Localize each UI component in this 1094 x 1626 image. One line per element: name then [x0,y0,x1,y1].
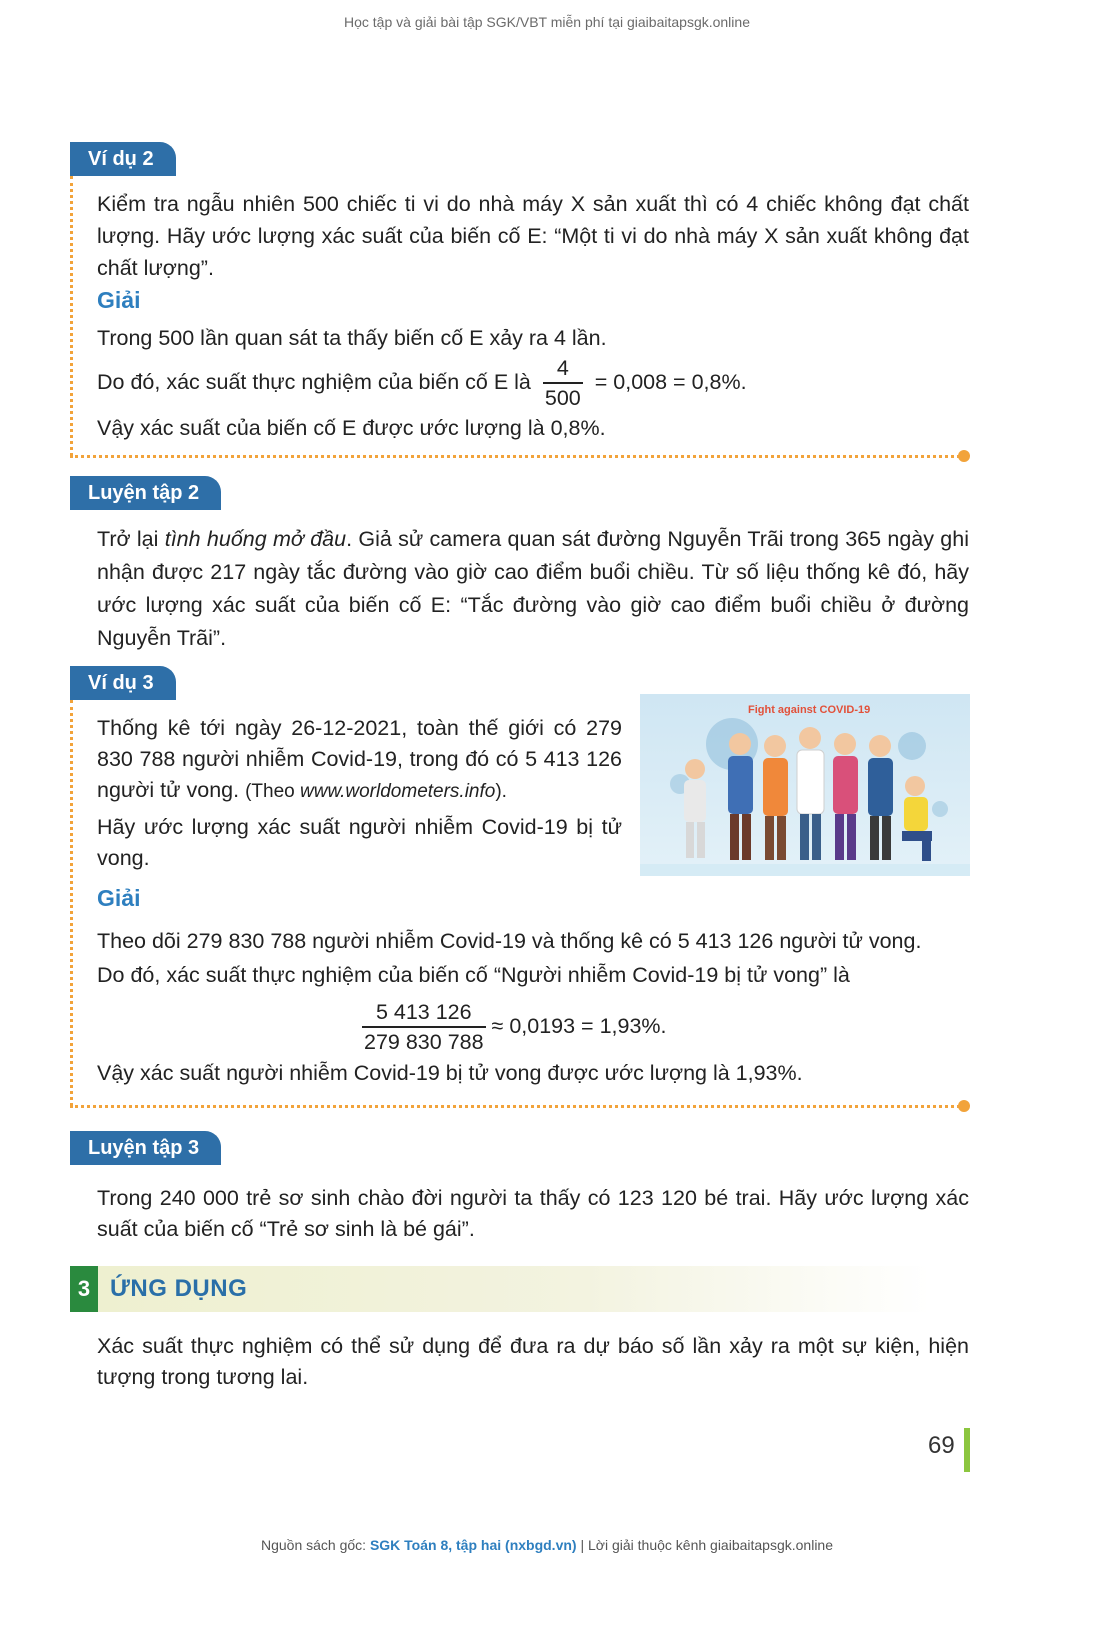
footer-prefix: Nguồn sách gốc: [260,1537,367,1553]
example-2-border-left [70,176,73,456]
example-3-border-bottom [70,1105,960,1108]
covid-illustration [640,694,970,876]
example-3-fraction-numerator: 5 413 126 [362,998,486,1028]
section-3-number: 3 [70,1266,98,1312]
practice-2-tag: Luyện tập 2 [70,476,221,510]
footer-source [0,1537,1094,1553]
example-3-fraction-suffix: ≈ 0,0193 = 1,93%. [491,1014,667,1038]
practice-2-italic: tình huống mở đầu [164,527,347,551]
section-3-title: ỨNG DỤNG [110,1275,248,1302]
example-3-border-left [70,700,73,1106]
page-number: 69 [928,1432,955,1459]
example-3-end-dot [958,1100,970,1112]
example-3-paragraph-2: Hãy ước lượng xác suất người nhiễm Covid-19 bị tử vong. [97,815,622,870]
practice-2-lead: Trở lại [97,527,159,551]
practice-2-rest: . Giả sử camera quan sát đường Nguyễn Trãi trong 365 ngày ghi nhận được 217 ngày tắc đường vào giờ cao điểm buổi chiều. Từ số liệu thống kê đó, hãy ước lượng xác suất của biến cố E: “Tắc đường vào giờ cao điểm buổi chiều ở đường Nguyễn Trãi”. [97,527,969,650]
covid-people-graphic [640,694,970,876]
example-3-paragraph-1: Thống kê tới ngày 26-12-2021, toàn thế giới có 279 830 788 người nhiễm Covid-19, trong đó có 5 413 126 người tử vong. [97,716,622,802]
example-3-source [245,781,507,802]
practice-3-text: Trong 240 000 trẻ sơ sinh chào đời người ta thấy có 123 120 bé trai. Hãy ước lượng xác suất của biến cố “Trẻ sơ sinh là bé gái”. [97,1186,969,1241]
example-2-tag: Ví dụ 2 [70,142,176,176]
example-2-fraction [543,354,583,412]
example-2-solution-line-1: Trong 500 lần quan sát ta thấy biến cố E xảy ra 4 lần. [97,326,607,350]
example-3-solution-heading: Giải [97,885,141,911]
practice-2-text [97,523,969,655]
example-3-fraction [362,998,486,1056]
page-number-bar [964,1428,970,1472]
section-3-text: Xác suất thực nghiệm có thể sử dụng để đưa ra dự báo số lần xảy ra một sự kiện, hiện tượng trong tương lai. [97,1334,969,1389]
example-2-border-bottom [70,455,960,458]
example-3-fraction-line [362,996,667,1056]
example-2-problem: Kiểm tra ngẫu nhiên 500 chiếc ti vi do nhà máy X sản xuất thì có 4 chiếc không đạt chất lượng. Hãy ước lượng xác suất của biến cố E: “Một ti vi do nhà máy X sản xuất không đạt chất lượng”. [97,192,969,280]
example-2-solution-line-3: Vậy xác suất của biến cố E được ước lượng là 0,8%. [97,416,606,440]
example-3-source-site: www.worldometers.info [300,781,496,802]
example-3-fraction-denominator: 279 830 788 [364,1030,484,1055]
example-2-solution-line-2 [97,352,747,412]
example-3-tag: Ví dụ 3 [70,666,176,700]
practice-3-tag: Luyện tập 3 [70,1131,221,1165]
example-3-source-prefix: (Theo [245,781,295,802]
example-2-end-dot [958,450,970,462]
footer-suffix: | Lời giải thuộc kênh giaibaitapsgk.online [580,1537,834,1553]
covid-illustration-caption: Fight against COVID-19 [748,704,871,716]
example-3-problem [97,713,622,807]
example-2-line-2-suffix: = 0,008 = 0,8%. [594,370,747,394]
example-2-fraction-numerator: 4 [543,354,583,384]
example-3-solution-line-3: Vậy xác suất người nhiễm Covid-19 bị tử vong được ước lượng là 1,93%. [97,1061,803,1085]
example-2-solution-heading: Giải [97,287,141,313]
site-header-note: Học tập và giải bài tập SGK/VBT miễn phí tại giaibaitapsgk.online [344,14,750,30]
footer-source-link[interactable]: SGK Toán 8, tập hai (nxbgd.vn) [369,1537,577,1553]
example-2-fraction-denominator: 500 [544,386,581,411]
example-3-source-suffix: ). [495,781,507,802]
example-3-solution-line-2: Do đó, xác suất thực nghiệm của biến cố “Người nhiễm Covid-19 bị tử vong” là [97,963,850,987]
example-3-solution-line-1: Theo dõi 279 830 788 người nhiễm Covid-19 và thống kê có 5 413 126 người tử vong. [97,929,922,953]
example-2-line-2-prefix: Do đó, xác suất thực nghiệm của biến cố E là [97,370,531,394]
